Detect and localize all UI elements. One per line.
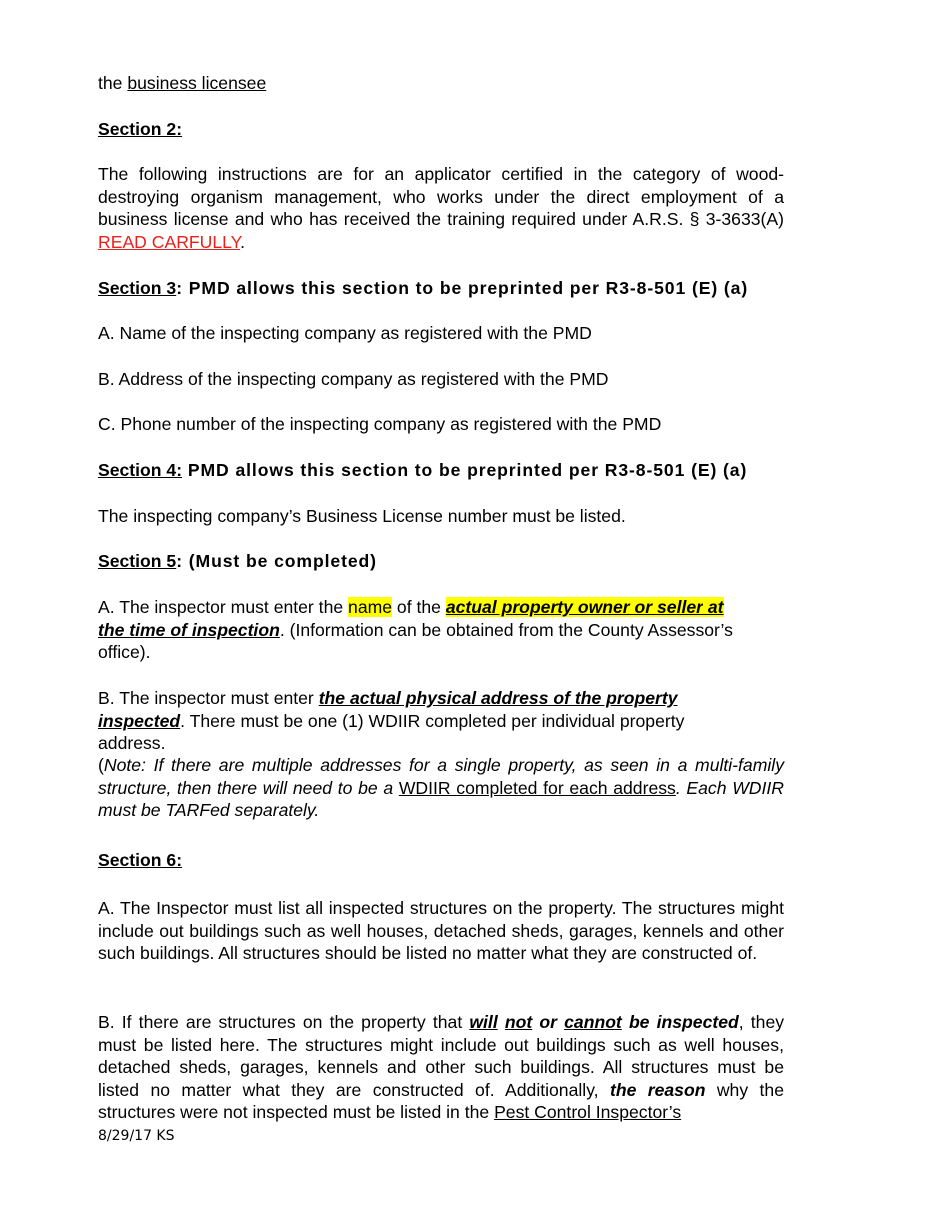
section-3-item-c: C. Phone number of the inspecting company as registered with the PMD bbox=[98, 414, 662, 434]
top-line: the business licensee bbox=[98, 73, 267, 93]
name-highlight: name bbox=[348, 597, 393, 617]
section-6-heading: Section 6: bbox=[98, 850, 183, 870]
section-3-heading: Section 3: PMD allows this section to be preprinted per R3-8-501 (E) (a) bbox=[98, 278, 749, 298]
section-5-item-a: A. The inspector must enter the name of the actual property owner or seller at the time of inspection. (Information can be obtained from the County Assessor’s office). bbox=[98, 597, 733, 663]
owner-highlight: actual property owner or seller bbox=[445, 597, 703, 617]
section-2-body: The following instructions are for an applicator certified in the category of wood-destroying organism management, who works under the direct employment of a business license and who has received the training required under A.R.S. § 3-3633(A) READ CARFULLY. bbox=[98, 164, 784, 252]
business-licensee-text: business licensee bbox=[127, 73, 267, 93]
section-4-heading: Section 4: PMD allows this section to be preprinted per R3-8-501 (E) (a) bbox=[98, 460, 748, 480]
section-6-item-b: B. If there are structures on the property that will not or cannot be inspected, they must be listed here. The structures might include out buildings such as well houses, detached sheds, garages, kennels and other such buildings. All structures must be listed no matter what they are constructed of. Additionally, the reason why the structures were not inspected must be listed in the Pest Control Inspector’s bbox=[98, 1012, 785, 1123]
section-5-note: (Note: If there are multiple addresses for a single property, as seen in a multi-family structure, then there will need to be a WDIIR completed for each address. Each WDIIR must be TARFed separately. bbox=[98, 755, 784, 821]
section-3-item-a: A. Name of the inspecting company as registered with the PMD bbox=[98, 323, 592, 343]
section-5-heading: Section 5: (Must be completed) bbox=[98, 551, 377, 571]
section-5-item-b: B. The inspector must enter the actual physical address of the property inspected. There must be one (1) WDIIR completed per individual property address. bbox=[98, 688, 685, 754]
section-4-body: The inspecting company’s Business License number must be listed. bbox=[98, 506, 626, 526]
section-3-item-b: B. Address of the inspecting company as registered with the PMD bbox=[98, 369, 609, 389]
read-carefully-warning: READ CARFULLY bbox=[98, 231, 241, 252]
section-6-item-a: A. The Inspector must list all inspected structures on the property. The structures might include out buildings such as well houses, detached sheds, garages, kennels and other such buildings. All structures should be listed no matter what they are constructed of. bbox=[98, 898, 784, 964]
section-2-heading: Section 2: bbox=[98, 119, 183, 139]
page-footer: 8/29/17 KS bbox=[98, 1128, 175, 1144]
